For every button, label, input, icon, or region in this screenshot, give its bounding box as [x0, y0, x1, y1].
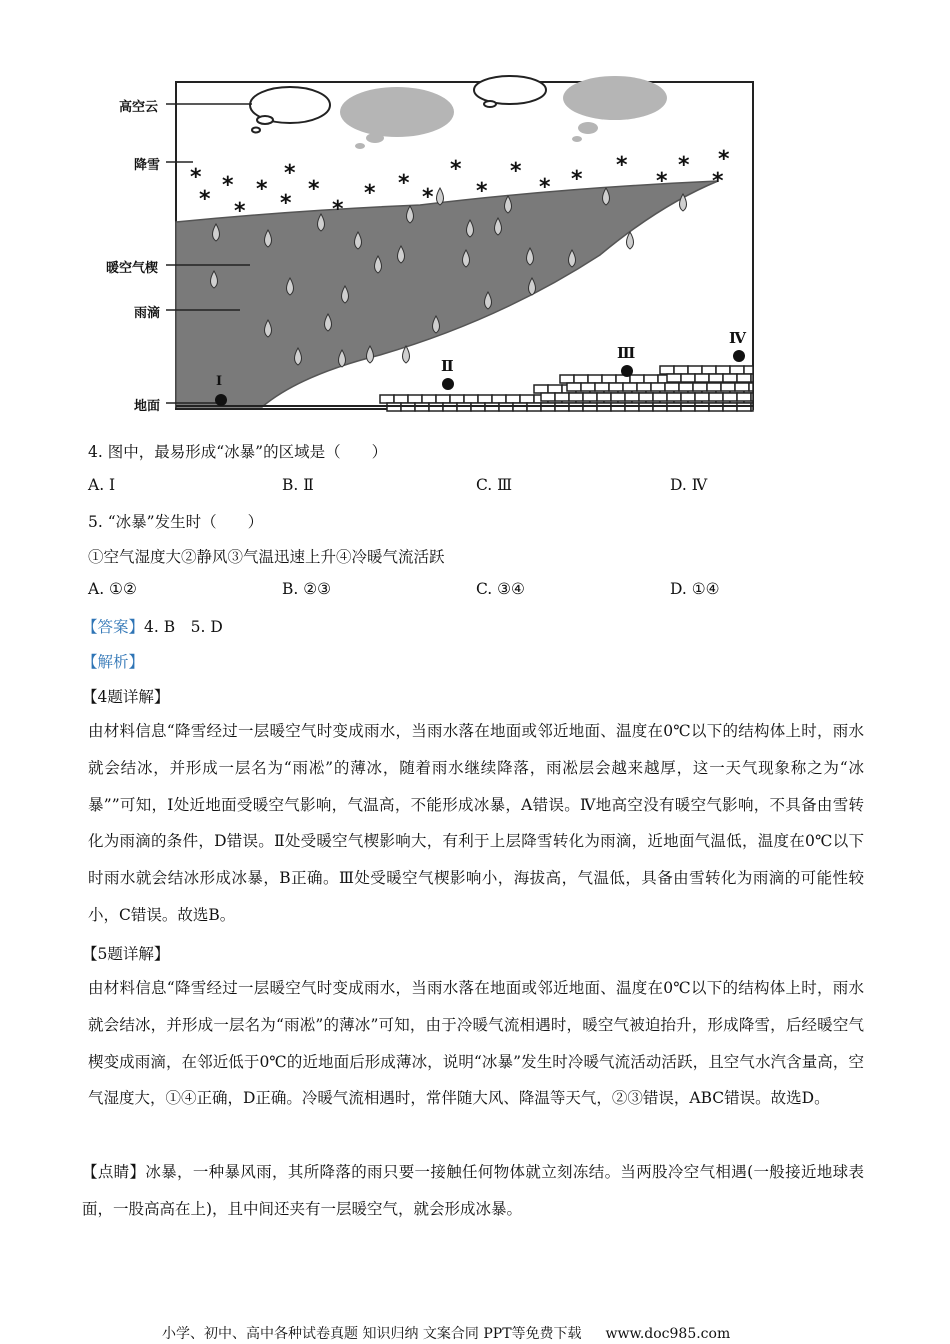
snowflake-icon: *	[450, 157, 462, 182]
site-3-dot	[621, 365, 633, 377]
snowflake-icon: *	[222, 173, 234, 198]
detail-5-text: 由材料信息“降雪经过一层暖空气时变成雨水，当雨水落在地面或邻近地面、温度在0℃以下的结构体上时，雨水就会结冰，并形成一层名为“雨凇”的薄冰”可知，由于冷暖气流相遇时，暖空气被迫抬升，形成降雪，后经暖空气楔变成雨滴，在邻近低于0℃的近地面后形成薄冰，说明“冰暴”发生时冷暖气流活动活跃，且空气水汽含量高，空气湿度大，①④正确，D正确。冷暖气流相遇时，常伴随大风、降温等天气，②③错误，ABC错误。故选D。	[88, 979, 864, 1108]
detail-4-title: 【4题详解】	[82, 688, 170, 706]
snowflake-icon: *	[656, 169, 668, 194]
snowflake-icon: *	[476, 179, 488, 204]
q5-option-a: A. ①②	[88, 580, 137, 598]
tip-paragraph	[82, 1154, 864, 1228]
answer-line	[82, 615, 223, 637]
label-raindrop: 雨滴	[134, 306, 161, 321]
snowflake-icon: *	[616, 153, 628, 178]
answer-tag: 【答案】	[82, 618, 145, 636]
site-1-dot	[215, 394, 227, 406]
diagram-svg	[0, 0, 950, 430]
footer-url[interactable]: www.doc985.com	[605, 1326, 731, 1342]
footer-text: 小学、初中、高中各种试卷真题 知识归纳 文案合同 PPT等免费下载	[162, 1326, 582, 1342]
snowflake-icon: *	[539, 175, 551, 200]
question-5-statements: ①空气湿度大②静风③气温迅速上升④冷暖气流活跃	[88, 548, 445, 566]
snowflake-icon: *	[332, 197, 344, 222]
snowflake-icon: *	[398, 171, 410, 196]
site-3-label: Ⅲ	[617, 344, 636, 362]
question-5-stem: 5. “冰暴”发生时（ ）	[88, 513, 264, 531]
snowflake-icon: *	[718, 147, 730, 172]
q5-option-c: C. ③④	[476, 580, 525, 598]
q5-option-d: D. ①④	[670, 580, 720, 598]
tip-tag: 【点睛】	[82, 1163, 146, 1181]
snowflake-icon: *	[256, 177, 268, 202]
label-high-cloud: 高空云	[119, 100, 159, 115]
answer-text: 4. B 5. D	[144, 618, 223, 636]
snowflake-icon: *	[510, 159, 522, 184]
q4-option-b: B. Ⅱ	[282, 476, 314, 494]
snowflake-icon: *	[712, 169, 724, 194]
detail-5-title: 【5题详解】	[82, 945, 170, 963]
detail-4-text: 由材料信息“降雪经过一层暖空气时变成雨水，当雨水落在地面或邻近地面、温度在0℃以下的结构体上时，雨水就会结冰，并形成一层名为“雨凇”的薄冰，随着雨水继续降落，雨凇层会越来越厚，这一天气现象称之为“冰暴””可知，Ⅰ处近地面受暖空气影响，气温高，不能形成冰暴，A错误。Ⅳ地高空没有暖空气影响，不具备由雪转化为雨滴的条件，D错误。Ⅱ处受暖空气楔影响大，有利于上层降雪转化为雨滴，近地面气温低，温度在0℃以下时雨水就会结冰形成冰暴，B正确。Ⅲ处受暖空气楔影响小，海拔高，气温低，具备由雪转化为雨滴的可能性较小，C错误。故选B。	[88, 722, 864, 924]
tip-text: 冰暴，一种暴风雨，其所降落的雨只要一接触任何物体就立刻冻结。当两股冷空气相遇(一般接近地球表面，一股高高在上)，且中间还夹有一层暖空气，就会形成冰暴。	[82, 1163, 864, 1218]
ice-storm-diagram	[0, 0, 950, 430]
site-1-label: Ⅰ	[216, 374, 223, 389]
site-2-label: Ⅱ	[441, 357, 454, 375]
site-4-dot	[733, 350, 745, 362]
snowflake-icon: *	[571, 167, 583, 192]
question-4-stem: 4. 图中，最易形成“冰暴”的区域是（ ）	[88, 443, 388, 461]
snowflake-icon: *	[284, 161, 296, 186]
snowflake-icon: *	[422, 185, 434, 210]
snowflake-icon: *	[199, 187, 211, 212]
snowflake-icon: *	[280, 191, 292, 216]
q4-option-d: D. Ⅳ	[670, 476, 708, 494]
snowflake-icon: *	[190, 165, 202, 190]
q5-option-b: B. ②③	[282, 580, 332, 598]
snowflake-icon: *	[234, 199, 246, 224]
footer	[162, 1323, 730, 1343]
label-warm-wedge: 暖空气楔	[106, 261, 159, 276]
snowflake-icon: *	[364, 181, 376, 206]
snowflake-icon: *	[678, 153, 690, 178]
snowflake-icon: *	[308, 177, 320, 202]
site-2-dot	[442, 378, 454, 390]
site-4-label: Ⅳ	[729, 329, 747, 347]
analysis-tag: 【解析】	[82, 653, 145, 671]
q4-option-a: A. Ⅰ	[88, 476, 116, 494]
label-ground: 地面	[134, 399, 161, 414]
label-snow: 降雪	[134, 158, 161, 173]
q4-option-c: C. Ⅲ	[476, 476, 513, 494]
